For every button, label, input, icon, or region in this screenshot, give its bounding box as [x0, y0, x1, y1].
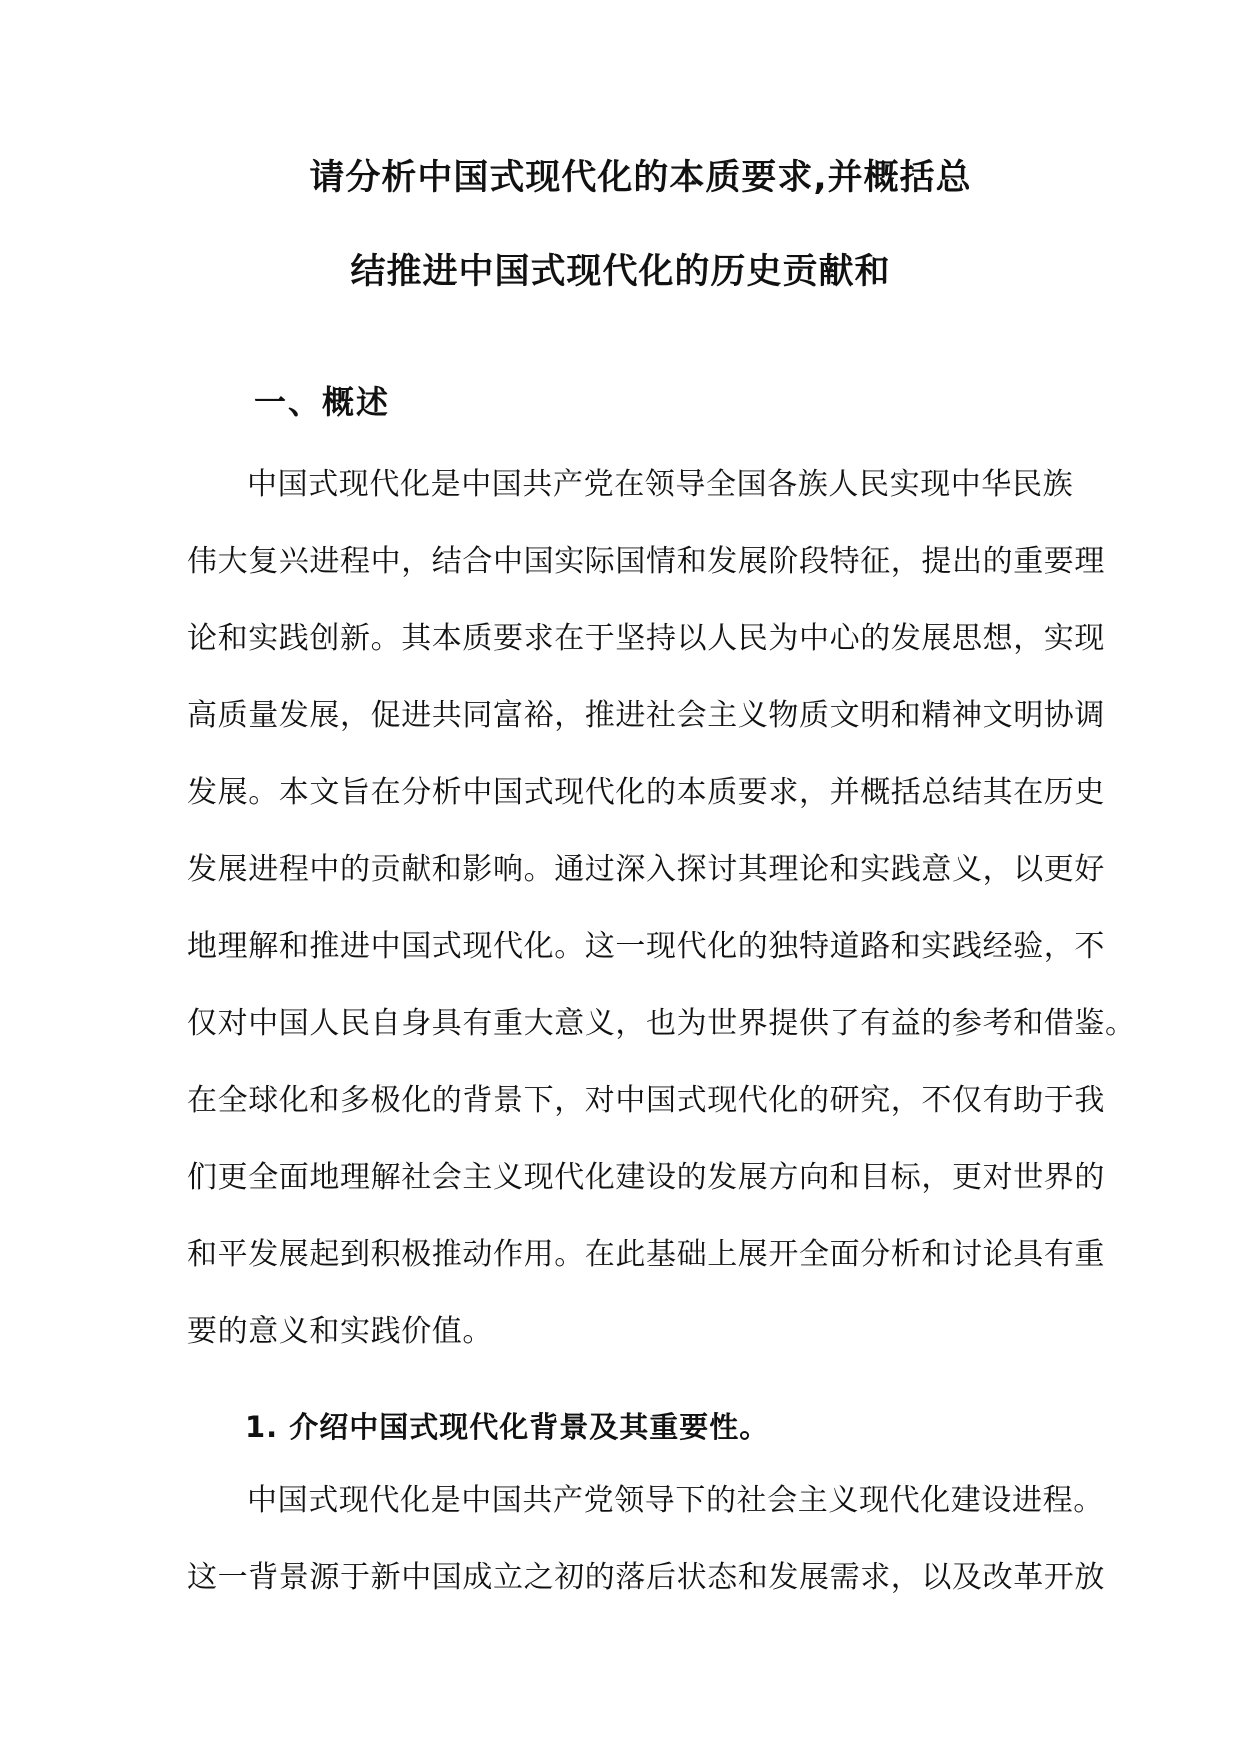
section-heading-overview: 一、概述 [254, 383, 391, 421]
paragraph-line: 发展进程中的贡献和影响。通过深入探讨其理论和实践意义，以更好 [187, 852, 1105, 887]
intro-paragraph [187, 446, 1136, 1370]
paragraph-line: 伟大复兴进程中，结合中国实际国情和发展阶段特征，提出的重要理 [187, 544, 1105, 579]
document-title-line-2: 结推进中国式现代化的历史贡献和 [350, 252, 891, 292]
paragraph-line: 中国式现代化是中国共产党领导下的社会主义现代化建设进程。 [247, 1483, 1104, 1518]
paragraph-line: 发展。本文旨在分析中国式现代化的本质要求，并概括总结其在历史 [187, 775, 1105, 810]
paragraph-line: 们更全面地理解社会主义现代化建设的发展方向和目标，更对世界的 [187, 1160, 1105, 1195]
paragraph-line: 中国式现代化是中国共产党在领导全国各族人民实现中华民族 [247, 467, 1074, 502]
paragraph-line: 在全球化和多极化的背景下，对中国式现代化的研究，不仅有助于我 [187, 1083, 1105, 1118]
paragraph-line: 仅对中国人民自身具有重大意义，也为世界提供了有益的参考和借鉴。 [187, 1006, 1136, 1041]
paragraph-line: 高质量发展，促进共同富裕，推进社会主义物质文明和精神文明协调 [187, 698, 1105, 733]
paragraph-line: 要的意义和实践价值。 [187, 1314, 493, 1349]
subsection-heading-background: 1. 介绍中国式现代化背景及其重要性。 [245, 1410, 770, 1444]
paragraph-line: 地理解和推进中国式现代化。这一现代化的独特道路和实践经验，不 [187, 929, 1105, 964]
document-title-line-1: 请分析中国式现代化的本质要求,并概括总 [309, 158, 972, 198]
paragraph-line: 和平发展起到积极推动作用。在此基础上展开全面分析和讨论具有重 [187, 1237, 1105, 1272]
background-paragraph [187, 1462, 1105, 1616]
paragraph-line: 这一背景源于新中国成立之初的落后状态和发展需求，以及改革开放 [187, 1560, 1105, 1595]
paragraph-line: 论和实践创新。其本质要求在于坚持以人民为中心的发展思想，实现 [187, 621, 1105, 656]
